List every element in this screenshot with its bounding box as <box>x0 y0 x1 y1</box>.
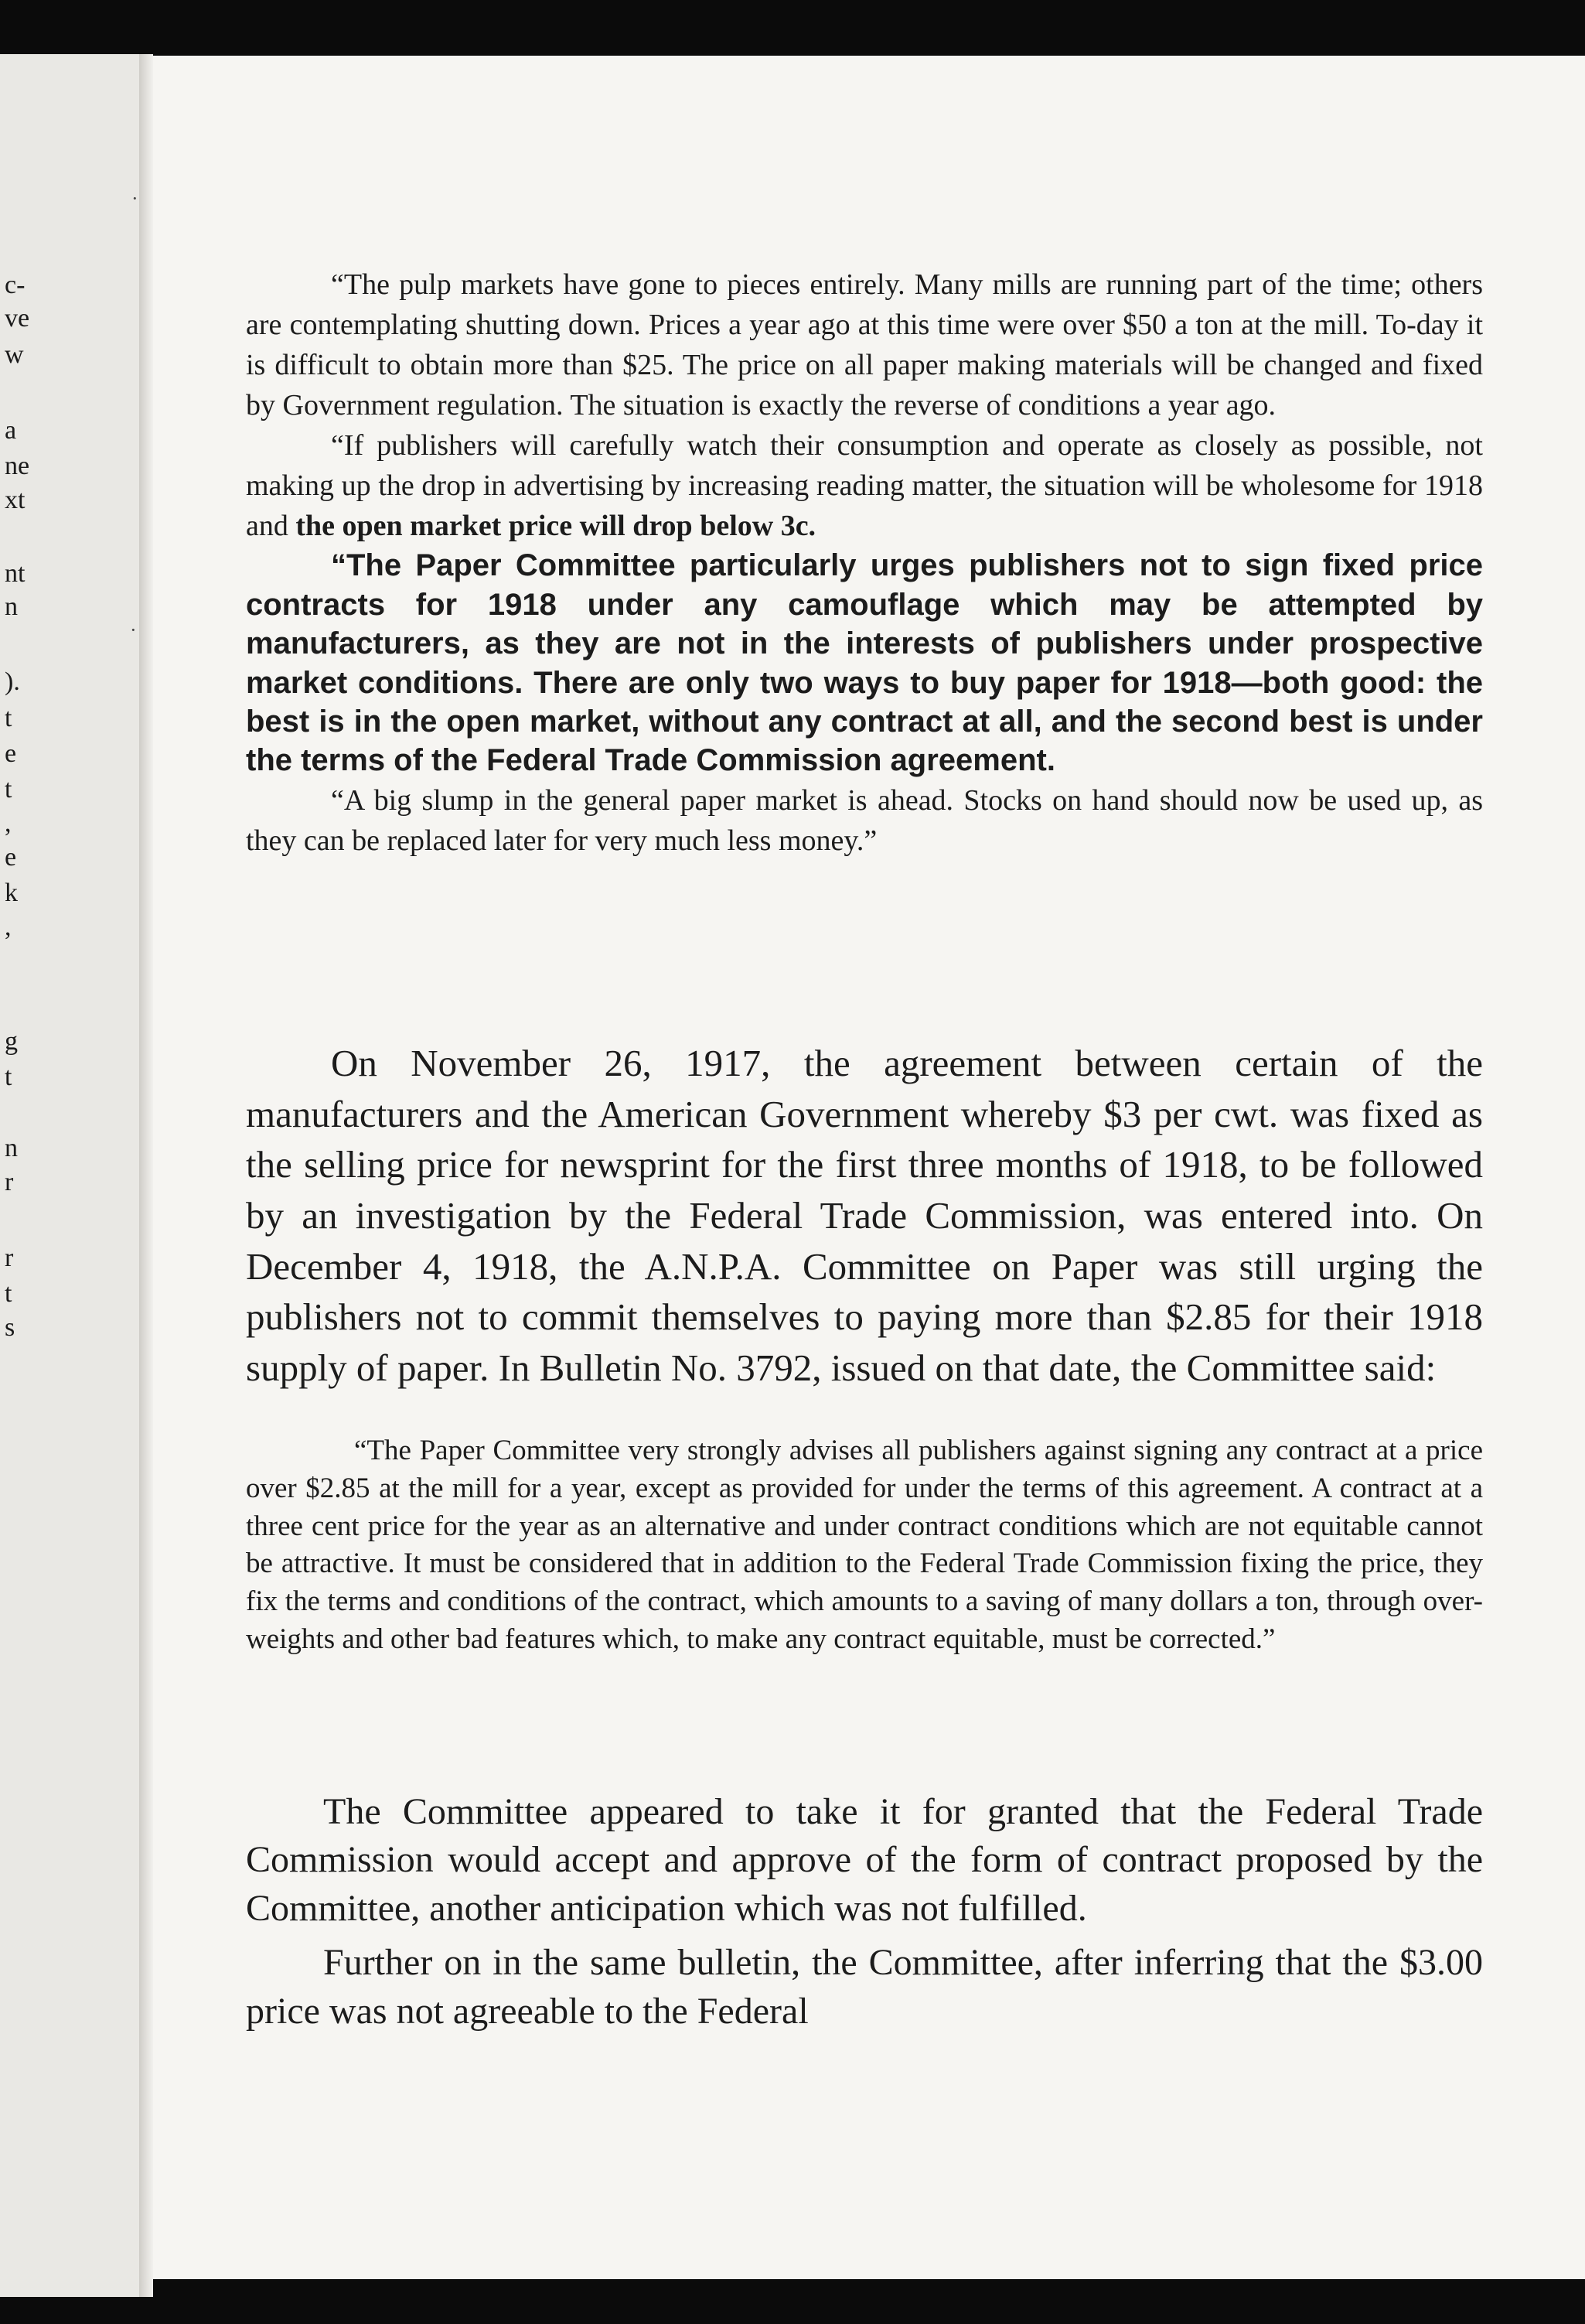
left-fragment: ve <box>5 304 30 333</box>
left-page-edge <box>0 54 139 2297</box>
left-fragment: g <box>5 1027 18 1056</box>
left-fragment: w <box>5 340 24 369</box>
body-paragraph-3: Further on in the same bulletin, the Committee, after inferring that the $3.00 price was not agreeable to the Federal <box>246 1942 1483 2032</box>
page-speck: · <box>131 187 138 210</box>
left-fragment: t <box>5 1279 12 1308</box>
left-fragment: , <box>5 809 12 838</box>
quote2-paragraph: “The Paper Committee very strongly advises all publishers against signing any contract at a price over $2.85 at the mill for a year, except as provided for under the terms of this agreement. A contract at a three cent price for the year as an alternative and under contract conditions which are not equitable cannot be attractive. It must be considered that in addition to the Federal Trade Commission fixing the price, they fix the terms and conditions of the contract, which amounts to a saving of many dollars a ton, through over-weights and other bad features which, to make any contract equitable, must be corrected.” <box>246 1435 1483 1656</box>
left-fragment: xt <box>5 486 26 514</box>
quote-block-1 <box>246 264 1483 861</box>
quote1-paragraph-2-bold: the open market price will drop below 3c. <box>295 510 816 543</box>
body-paragraph-2: The Committee appeared to take it for granted that the Federal Trade Commission would accept and approve of the form of contract proposed by the Committee, another anticipation which was not fulfilled. <box>246 1791 1483 1929</box>
body-text-1 <box>246 1038 1483 1394</box>
body-text-2 <box>246 1788 1483 2036</box>
left-fragment: r <box>5 1244 14 1272</box>
left-fragment: ne <box>5 452 30 480</box>
left-fragment: n <box>5 592 18 621</box>
left-fragment: c- <box>5 271 26 299</box>
left-fragment: k <box>5 879 18 907</box>
left-fragment: t <box>5 775 12 804</box>
quote1-paragraph-2-lead: “If publishers will carefully watch their consumption and operate as closely as possible, not making up the drop in advertising by increasing reading matter, the situation will be wholesome for 1918 and <box>246 429 1483 543</box>
book-page <box>130 56 1585 2279</box>
left-fragment: e <box>5 843 17 872</box>
page-speck: · <box>130 619 137 641</box>
left-fragment: nt <box>5 559 26 588</box>
left-fragment: , <box>5 913 12 941</box>
left-fragment: n <box>5 1134 18 1162</box>
left-fragment: ). <box>5 667 20 696</box>
quote1-paragraph-2 <box>246 425 1483 546</box>
left-fragment: a <box>5 416 17 445</box>
quote1-paragraph-4: “A big slump in the general paper market is ahead. Stocks on hand should now be used up, as they can be replaced later for very much less money.” <box>246 783 1483 857</box>
left-fragment: s <box>5 1313 15 1342</box>
quote1-paragraph-3: “The Paper Committee particularly urges publishers not to sign fixed price contracts for 1918 under any camouflage which may be attempted by manufacturers, as they are not in the interests of publishers under prospective market conditions. There are only two ways to buy paper for 1918—both good: the best is in the open market, without any contract at all, and the second best is under the terms of the Federal Trade Commission agreement. <box>246 548 1483 778</box>
left-fragment: t <box>5 704 12 732</box>
quote1-paragraph-1: “The pulp markets have gone to pieces entirely. Many mills are running part of the time; others are contemplating shutting down. Prices a year ago at this time were over $50 a ton at the mill. To-day it is difficult to obtain more than $25. The price on all paper making materials will be changed and fixed by Government regulation. The situation is exactly the reverse of conditions a year ago. <box>246 268 1483 422</box>
quote-block-2 <box>246 1432 1483 1659</box>
left-fragment: t <box>5 1063 12 1091</box>
body-paragraph-1: On November 26, 1917, the agreement between certain of the manufacturers and the American Government whereby $3 per cwt. was fixed as the selling price for newsprint for the first three months of 1918, to be followed by an investigation by the Federal Trade Commission, was entered into. On December 4, 1918, the A.N.P.A. Committee on Paper was still urging the publishers not to commit themselves to paying more than $2.85 for their 1918 supply of paper. In Bulletin No. 3792, issued on that date, the Committee said: <box>246 1042 1483 1389</box>
left-fragment: r <box>5 1168 14 1196</box>
page-gutter <box>139 54 153 2297</box>
left-fragment: e <box>5 739 17 768</box>
